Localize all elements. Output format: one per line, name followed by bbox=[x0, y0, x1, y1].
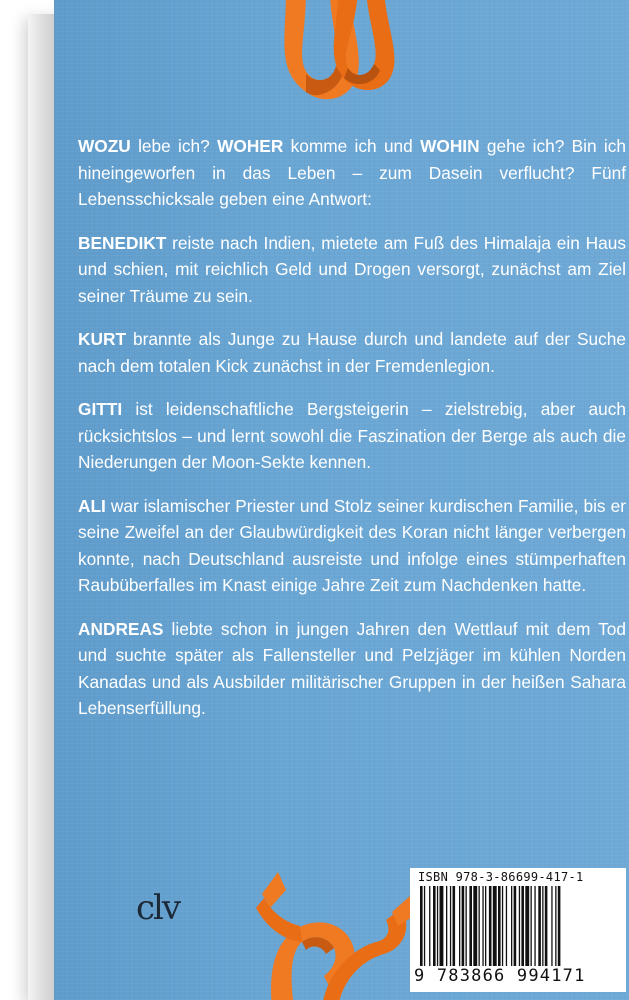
barcode-bar bbox=[558, 886, 561, 966]
barcode-bar bbox=[446, 886, 447, 966]
blurb-keyword: BENEDIKT bbox=[78, 232, 167, 253]
barcode-bar bbox=[453, 886, 456, 966]
barcode-bar bbox=[525, 886, 529, 966]
publisher-logo: clv bbox=[136, 888, 180, 928]
barcode-bar bbox=[514, 886, 517, 966]
barcode-bar bbox=[424, 886, 425, 966]
barcode-bar bbox=[479, 886, 480, 966]
blurb-paragraph bbox=[78, 616, 626, 722]
blurb-keyword: KURT bbox=[78, 329, 126, 349]
barcode-bar bbox=[482, 886, 483, 966]
blurb-text-segment: war islamischer Priester und Stolz seiner kurdischen Familie, bis er seine Zweifel an der Glaubwürdigkeit des Koran nicht länger verbergen konnte, nach Deutschland ausreiste und infolge eines stümperhaften Raubüberfalles im Knast einige Jahre Zeit zum Nachdenken hatte. bbox=[78, 495, 626, 595]
barcode-bar bbox=[538, 886, 541, 966]
blurb-paragraph bbox=[78, 396, 626, 476]
book-page-edge bbox=[28, 14, 54, 1000]
barcode-bar bbox=[519, 886, 520, 966]
blurb-text-segment: reiste nach Indien, mietete am Fuß des Himalaja ein Haus und schien, mit reichlich Geld und Drogen versorgt, zunächst am Ziel seiner Träume zu sein. bbox=[78, 232, 626, 306]
broken-chain-icon bbox=[242, 868, 417, 1000]
blurb-keyword: GITTI bbox=[78, 399, 123, 419]
blurb-paragraph bbox=[78, 493, 626, 599]
blurb-keyword: WOHER bbox=[217, 136, 284, 156]
barcode-bar bbox=[485, 886, 486, 966]
isbn-label: ISBN 978-3-86699-417-1 bbox=[418, 870, 584, 884]
blurb-text-segment: brannte als Junge zu Hause durch und landete auf der Suche nach dem totalen Kick zunächst in der Fremdenlegion. bbox=[78, 329, 626, 376]
barcode-digits: 9 783866 994171 bbox=[414, 966, 586, 986]
barcode-bar bbox=[437, 886, 438, 966]
barcode-bar bbox=[551, 886, 552, 966]
barcode-bar bbox=[493, 886, 497, 966]
barcode-bar bbox=[450, 886, 451, 966]
blurb-text-segment: ist leidenschaftliche Bergsteigerin – zielstrebig, aber auch rücksichtslos – und lernt sowohl die Faszination der Berge als auch die Niederungen der Moon-Sekte kennen. bbox=[78, 399, 626, 472]
barcode-bar bbox=[466, 886, 467, 966]
blurb-text-segment: komme ich und bbox=[283, 136, 421, 156]
barcode-bars bbox=[418, 886, 618, 966]
barcode-bar bbox=[534, 886, 535, 966]
barcode-bar bbox=[511, 886, 512, 966]
barcode-bar bbox=[545, 886, 548, 966]
back-cover bbox=[54, 0, 629, 1000]
barcode-bar bbox=[473, 886, 477, 966]
barcode-bar bbox=[420, 886, 423, 966]
barcode-bar bbox=[462, 886, 465, 966]
blurb-text-segment: lebe ich? bbox=[130, 136, 218, 156]
blurb-paragraph bbox=[78, 326, 626, 379]
barcode-bar bbox=[531, 886, 532, 966]
barcode-bar bbox=[498, 886, 501, 966]
barcode-bar bbox=[502, 886, 503, 966]
barcode-bar bbox=[433, 886, 436, 966]
blurb-keyword: WOHIN bbox=[420, 136, 480, 156]
blurb-paragraph bbox=[78, 230, 626, 310]
blurb-text-segment: liebte schon in jungen Jahren den Wettlauf mit dem Tod und suchte später als Fallensteller und Pelzjäger im kühlen Norden Kanadas und als Ausbilder militärischer Gruppen in der heißen Sahara Lebenserfüllung. bbox=[78, 618, 626, 718]
barcode-bar bbox=[459, 886, 460, 966]
barcode-bar bbox=[440, 886, 444, 966]
isbn-barcode bbox=[410, 868, 626, 992]
barcode-bar bbox=[555, 886, 556, 966]
blurb-keyword: WOZU bbox=[78, 136, 131, 156]
barcode-bar bbox=[542, 886, 543, 966]
barcode-bar bbox=[506, 886, 507, 966]
blurb-keyword: ALI bbox=[78, 495, 106, 516]
blurb-text bbox=[78, 133, 626, 739]
barcode-bar bbox=[429, 886, 430, 966]
blurb-keyword: ANDREAS bbox=[78, 618, 164, 639]
chain-link-icon bbox=[246, 0, 416, 120]
barcode-bar bbox=[469, 886, 472, 966]
barcode-bar bbox=[521, 886, 524, 966]
blurb-text-segment: gehe ich? Bin ich hineingeworfen in das Leben – zum Dasein verflucht? Fünf Lebensschicksale geben eine Antwort: bbox=[78, 136, 626, 209]
blurb-paragraph bbox=[78, 133, 626, 213]
barcode-bar bbox=[489, 886, 492, 966]
